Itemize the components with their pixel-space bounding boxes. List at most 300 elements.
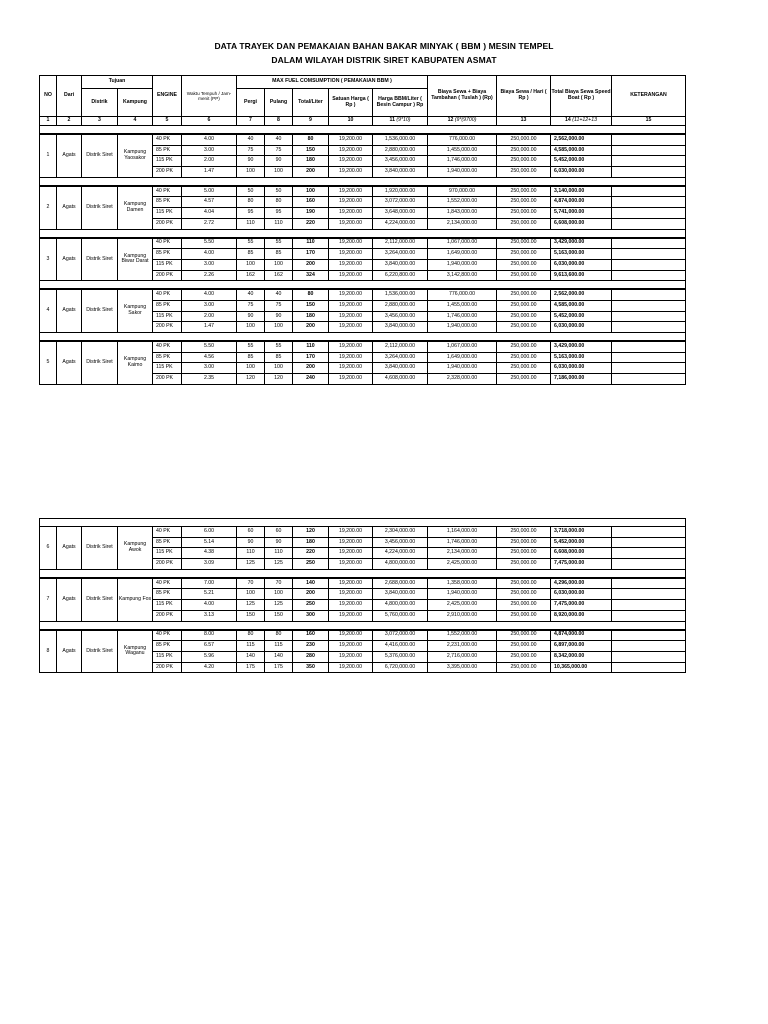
- travel-time-cell: 3.00: [182, 363, 237, 374]
- total-liter-cell: 220: [293, 218, 329, 229]
- pergi-cell: 90: [237, 537, 265, 548]
- total-cost-cell: 9,613,600.00: [551, 270, 612, 281]
- fuel-price-cell: 2,112,000.00: [373, 238, 428, 249]
- route-district: Distrik Siret: [82, 578, 118, 621]
- separator-row: [40, 621, 686, 630]
- total-cost-cell: 8,342,000.00: [551, 651, 612, 662]
- engine-cell: 85 PK: [153, 641, 182, 652]
- travel-time-cell: 5.21: [182, 589, 237, 600]
- pulang-cell: 125: [265, 600, 293, 611]
- route-village: Kampung Biwar Darat: [118, 238, 153, 281]
- fuel-table-part-1: [39, 75, 686, 385]
- pergi-cell: 60: [237, 527, 265, 538]
- unit-price-cell: 19,200.00: [329, 341, 373, 352]
- total-cost-cell: 5,163,000.00: [551, 352, 612, 363]
- route-district: Distrik Siret: [82, 238, 118, 281]
- travel-time-cell: 2.00: [182, 156, 237, 167]
- route-origin: Agats: [57, 578, 82, 621]
- route-village: Kampung Kaimo: [118, 341, 153, 384]
- keterangan-cell: [612, 218, 686, 229]
- total-cost-cell: 6,030,000.00: [551, 589, 612, 600]
- separator-row: [40, 177, 686, 186]
- total-liter-cell: 160: [293, 630, 329, 641]
- table-row: [40, 630, 686, 641]
- total-cost-cell: 4,585,000.00: [551, 145, 612, 156]
- keterangan-cell: [612, 259, 686, 270]
- keterangan-cell: [612, 145, 686, 156]
- total-liter-cell: 160: [293, 197, 329, 208]
- pergi-cell: 95: [237, 208, 265, 219]
- rental-plus-cell: 3,142,800.00: [428, 270, 497, 281]
- rental-plus-cell: 1,455,000.00: [428, 300, 497, 311]
- table-row: [40, 134, 686, 145]
- pulang-cell: 40: [265, 134, 293, 145]
- daily-rental-cell: 250,000.00: [497, 270, 551, 281]
- daily-rental-cell: 250,000.00: [497, 289, 551, 300]
- fuel-price-cell: 4,800,000.00: [373, 600, 428, 611]
- rental-plus-cell: 2,328,000.00: [428, 374, 497, 385]
- total-cost-cell: 3,140,000.00: [551, 186, 612, 197]
- keterangan-cell: [612, 527, 686, 538]
- header-harga-bbm: Harga BBM/Liter ( Besin Campur ) Rp: [373, 89, 428, 117]
- keterangan-cell: [612, 134, 686, 145]
- total-liter-cell: 170: [293, 352, 329, 363]
- rental-plus-cell: 3,395,000.00: [428, 662, 497, 673]
- route-number: 3: [40, 238, 57, 281]
- unit-price-cell: 19,200.00: [329, 641, 373, 652]
- travel-time-cell: 2.26: [182, 270, 237, 281]
- column-number: 9: [293, 117, 329, 126]
- rental-plus-cell: 2,425,000.00: [428, 600, 497, 611]
- pulang-cell: 100: [265, 363, 293, 374]
- rental-plus-cell: 1,552,000.00: [428, 197, 497, 208]
- daily-rental-cell: 250,000.00: [497, 341, 551, 352]
- table-row: [40, 289, 686, 300]
- rental-plus-cell: 1,067,000.00: [428, 341, 497, 352]
- pulang-cell: 100: [265, 259, 293, 270]
- unit-price-cell: 19,200.00: [329, 218, 373, 229]
- pulang-cell: 100: [265, 167, 293, 178]
- daily-rental-cell: 250,000.00: [497, 134, 551, 145]
- total-liter-cell: 190: [293, 208, 329, 219]
- total-cost-cell: 6,608,000.00: [551, 548, 612, 559]
- fuel-price-cell: 2,880,000.00: [373, 145, 428, 156]
- total-liter-cell: 280: [293, 651, 329, 662]
- engine-cell: 115 PK: [153, 156, 182, 167]
- travel-time-cell: 3.09: [182, 559, 237, 570]
- pulang-cell: 40: [265, 289, 293, 300]
- fuel-price-cell: 2,304,000.00: [373, 527, 428, 538]
- pergi-cell: 125: [237, 600, 265, 611]
- keterangan-cell: [612, 537, 686, 548]
- keterangan-cell: [612, 589, 686, 600]
- keterangan-cell: [612, 197, 686, 208]
- header-satuan-harga: Satuan Harga ( Rp ): [329, 89, 373, 117]
- travel-time-cell: 2.35: [182, 374, 237, 385]
- column-number: 5: [153, 117, 182, 126]
- daily-rental-cell: 250,000.00: [497, 259, 551, 270]
- daily-rental-cell: 250,000.00: [497, 374, 551, 385]
- fuel-price-cell: 1,536,000.00: [373, 289, 428, 300]
- fuel-price-cell: 5,760,000.00: [373, 610, 428, 621]
- keterangan-cell: [612, 651, 686, 662]
- fuel-price-cell: 3,072,000.00: [373, 630, 428, 641]
- daily-rental-cell: 250,000.00: [497, 238, 551, 249]
- daily-rental-cell: 250,000.00: [497, 527, 551, 538]
- engine-cell: 40 PK: [153, 341, 182, 352]
- rental-plus-cell: 1,746,000.00: [428, 537, 497, 548]
- unit-price-cell: 19,200.00: [329, 559, 373, 570]
- unit-price-cell: 19,200.00: [329, 300, 373, 311]
- total-cost-cell: 6,608,000.00: [551, 218, 612, 229]
- total-cost-cell: 6,897,000.00: [551, 641, 612, 652]
- pulang-cell: 75: [265, 300, 293, 311]
- total-liter-cell: 110: [293, 238, 329, 249]
- fuel-price-cell: 4,800,000.00: [373, 559, 428, 570]
- daily-rental-cell: 250,000.00: [497, 641, 551, 652]
- unit-price-cell: 19,200.00: [329, 134, 373, 145]
- total-cost-cell: 4,296,000.00: [551, 578, 612, 589]
- pulang-cell: 55: [265, 238, 293, 249]
- route-village: Kampung Sakor: [118, 289, 153, 332]
- daily-rental-cell: 250,000.00: [497, 218, 551, 229]
- pulang-cell: 50: [265, 186, 293, 197]
- engine-cell: 85 PK: [153, 537, 182, 548]
- daily-rental-cell: 250,000.00: [497, 311, 551, 322]
- total-liter-cell: 240: [293, 374, 329, 385]
- pergi-cell: 100: [237, 589, 265, 600]
- fuel-price-cell: 4,608,000.00: [373, 374, 428, 385]
- rental-plus-cell: 1,358,000.00: [428, 578, 497, 589]
- unit-price-cell: 19,200.00: [329, 289, 373, 300]
- travel-time-cell: 3.00: [182, 300, 237, 311]
- pulang-cell: 110: [265, 548, 293, 559]
- keterangan-cell: [612, 352, 686, 363]
- column-number: 8: [265, 117, 293, 126]
- fuel-price-cell: 6,220,800.00: [373, 270, 428, 281]
- travel-time-cell: 7.00: [182, 578, 237, 589]
- engine-cell: 200 PK: [153, 559, 182, 570]
- total-liter-cell: 200: [293, 363, 329, 374]
- pergi-cell: 140: [237, 651, 265, 662]
- route-village: Kampung Awok: [118, 527, 153, 570]
- daily-rental-cell: 250,000.00: [497, 559, 551, 570]
- total-liter-cell: 200: [293, 322, 329, 333]
- pulang-cell: 162: [265, 270, 293, 281]
- keterangan-cell: [612, 600, 686, 611]
- pergi-cell: 75: [237, 145, 265, 156]
- rental-plus-cell: 1,455,000.00: [428, 145, 497, 156]
- header-keterangan: KETERANGAN: [612, 76, 686, 117]
- daily-rental-cell: 250,000.00: [497, 630, 551, 641]
- unit-price-cell: 19,200.00: [329, 527, 373, 538]
- fuel-price-cell: 2,112,000.00: [373, 341, 428, 352]
- daily-rental-cell: 250,000.00: [497, 186, 551, 197]
- total-liter-cell: 230: [293, 641, 329, 652]
- table-row: [40, 186, 686, 197]
- route-district: Distrik Siret: [82, 630, 118, 673]
- daily-rental-cell: 250,000.00: [497, 537, 551, 548]
- engine-cell: 115 PK: [153, 548, 182, 559]
- unit-price-cell: 19,200.00: [329, 537, 373, 548]
- pergi-cell: 55: [237, 238, 265, 249]
- keterangan-cell: [612, 270, 686, 281]
- route-village: Kampung Yaosakor: [118, 134, 153, 177]
- rental-plus-cell: 1,940,000.00: [428, 259, 497, 270]
- total-liter-cell: 180: [293, 537, 329, 548]
- total-cost-cell: 7,475,000.00: [551, 600, 612, 611]
- travel-time-cell: 4.56: [182, 352, 237, 363]
- travel-time-cell: 3.00: [182, 259, 237, 270]
- pergi-cell: 100: [237, 322, 265, 333]
- pergi-cell: 70: [237, 578, 265, 589]
- fuel-price-cell: 3,840,000.00: [373, 589, 428, 600]
- fuel-table-part-2: [39, 518, 686, 673]
- document-subtitle: DALAM WILAYAH DISTRIK SIRET KABUPATEN ASMAT: [271, 55, 497, 65]
- total-cost-cell: 4,874,000.00: [551, 197, 612, 208]
- route-number: 7: [40, 578, 57, 621]
- engine-cell: 40 PK: [153, 289, 182, 300]
- header-pergi: Pergi: [237, 89, 265, 117]
- pergi-cell: 90: [237, 311, 265, 322]
- total-liter-cell: 200: [293, 589, 329, 600]
- daily-rental-cell: 250,000.00: [497, 208, 551, 219]
- daily-rental-cell: 250,000.00: [497, 156, 551, 167]
- total-liter-cell: 220: [293, 548, 329, 559]
- keterangan-cell: [612, 300, 686, 311]
- header-no: NO: [40, 76, 57, 117]
- daily-rental-cell: 250,000.00: [497, 589, 551, 600]
- total-cost-cell: 5,452,000.00: [551, 537, 612, 548]
- engine-cell: 200 PK: [153, 167, 182, 178]
- unit-price-cell: 19,200.00: [329, 374, 373, 385]
- fuel-price-cell: 1,536,000.00: [373, 134, 428, 145]
- table-row: [40, 578, 686, 589]
- header-tujuan: Tujuan: [82, 76, 153, 89]
- keterangan-cell: [612, 208, 686, 219]
- keterangan-cell: [612, 322, 686, 333]
- pergi-cell: 100: [237, 363, 265, 374]
- keterangan-cell: [612, 578, 686, 589]
- route-district: Distrik Siret: [82, 186, 118, 229]
- pergi-cell: 162: [237, 270, 265, 281]
- total-liter-cell: 350: [293, 662, 329, 673]
- total-liter-cell: 200: [293, 167, 329, 178]
- route-origin: Agats: [57, 289, 82, 332]
- daily-rental-cell: 250,000.00: [497, 610, 551, 621]
- daily-rental-cell: 250,000.00: [497, 167, 551, 178]
- unit-price-cell: 19,200.00: [329, 363, 373, 374]
- pulang-cell: 100: [265, 322, 293, 333]
- keterangan-cell: [612, 156, 686, 167]
- engine-cell: 115 PK: [153, 651, 182, 662]
- table-row: [40, 527, 686, 538]
- header-waktu-tempuh: Waktu Tempuh / Jam-menit (PP): [182, 76, 237, 117]
- fuel-price-cell: 3,456,000.00: [373, 156, 428, 167]
- route-district: Distrik Siret: [82, 341, 118, 384]
- fuel-price-cell: 3,840,000.00: [373, 363, 428, 374]
- engine-cell: 40 PK: [153, 186, 182, 197]
- unit-price-cell: 19,200.00: [329, 270, 373, 281]
- total-cost-cell: 5,452,000.00: [551, 311, 612, 322]
- rental-plus-cell: 1,843,000.00: [428, 208, 497, 219]
- daily-rental-cell: 250,000.00: [497, 197, 551, 208]
- route-number: 8: [40, 630, 57, 673]
- header-biaya-tambahan: Biaya Sewa + Biaya Tambahan ( Tuslah ) (Rp): [428, 76, 497, 117]
- engine-cell: 200 PK: [153, 218, 182, 229]
- total-liter-cell: 110: [293, 341, 329, 352]
- keterangan-cell: [612, 363, 686, 374]
- rental-plus-cell: 1,746,000.00: [428, 311, 497, 322]
- total-cost-cell: 2,562,000.00: [551, 134, 612, 145]
- daily-rental-cell: 250,000.00: [497, 548, 551, 559]
- column-number-row: [40, 117, 686, 126]
- route-district: Distrik Siret: [82, 527, 118, 570]
- travel-time-cell: 4.00: [182, 600, 237, 611]
- rental-plus-cell: 1,940,000.00: [428, 322, 497, 333]
- header-total-biaya: Total Biaya Sewa Speed Boat ( Rp ): [551, 76, 612, 117]
- total-liter-cell: 200: [293, 259, 329, 270]
- total-liter-cell: 120: [293, 527, 329, 538]
- daily-rental-cell: 250,000.00: [497, 600, 551, 611]
- pulang-cell: 140: [265, 651, 293, 662]
- pergi-cell: 110: [237, 548, 265, 559]
- travel-time-cell: 1.47: [182, 167, 237, 178]
- pergi-cell: 50: [237, 186, 265, 197]
- rental-plus-cell: 1,940,000.00: [428, 589, 497, 600]
- fuel-price-cell: 3,648,000.00: [373, 208, 428, 219]
- header-distrik: Distrik: [82, 89, 118, 117]
- column-number: 4: [118, 117, 153, 126]
- rental-plus-cell: 2,716,000.00: [428, 651, 497, 662]
- keterangan-cell: [612, 548, 686, 559]
- pulang-cell: 90: [265, 156, 293, 167]
- total-cost-cell: 6,030,000.00: [551, 363, 612, 374]
- document-title: DATA TRAYEK DAN PEMAKAIAN BAHAN BAKAR MINYAK ( BBM ) MESIN TEMPEL: [214, 41, 554, 51]
- engine-cell: 200 PK: [153, 610, 182, 621]
- pergi-cell: 90: [237, 156, 265, 167]
- fuel-price-cell: 4,416,000.00: [373, 641, 428, 652]
- column-number: 2: [57, 117, 82, 126]
- engine-cell: 40 PK: [153, 238, 182, 249]
- travel-time-cell: 5.00: [182, 186, 237, 197]
- pergi-cell: 85: [237, 352, 265, 363]
- keterangan-cell: [612, 249, 686, 260]
- pergi-cell: 40: [237, 134, 265, 145]
- unit-price-cell: 19,200.00: [329, 662, 373, 673]
- travel-time-cell: 4.00: [182, 289, 237, 300]
- pergi-cell: 100: [237, 259, 265, 270]
- fuel-price-cell: 3,072,000.00: [373, 197, 428, 208]
- route-district: Distrik Siret: [82, 134, 118, 177]
- header-max-fuel: MAX FUEL COMSUMPTION ( PEMAKAIAN BBM ): [237, 76, 428, 89]
- column-number: 7: [237, 117, 265, 126]
- rental-plus-cell: 1,940,000.00: [428, 363, 497, 374]
- pulang-cell: 95: [265, 208, 293, 219]
- total-liter-cell: 80: [293, 289, 329, 300]
- pulang-cell: 90: [265, 537, 293, 548]
- column-number: 10: [329, 117, 373, 126]
- header-total-liter: Total/Liter: [293, 89, 329, 117]
- route-origin: Agats: [57, 527, 82, 570]
- pergi-cell: 80: [237, 630, 265, 641]
- travel-time-cell: 8.00: [182, 630, 237, 641]
- total-liter-cell: 140: [293, 578, 329, 589]
- keterangan-cell: [612, 186, 686, 197]
- unit-price-cell: 19,200.00: [329, 145, 373, 156]
- daily-rental-cell: 250,000.00: [497, 249, 551, 260]
- rental-plus-cell: 1,940,000.00: [428, 167, 497, 178]
- fuel-price-cell: 3,840,000.00: [373, 322, 428, 333]
- route-district: Distrik Siret: [82, 289, 118, 332]
- travel-time-cell: 3.13: [182, 610, 237, 621]
- fuel-price-cell: 3,840,000.00: [373, 167, 428, 178]
- total-cost-cell: 5,741,000.00: [551, 208, 612, 219]
- pulang-cell: 175: [265, 662, 293, 673]
- engine-cell: 40 PK: [153, 134, 182, 145]
- engine-cell: 115 PK: [153, 600, 182, 611]
- total-cost-cell: 8,920,000.00: [551, 610, 612, 621]
- travel-time-cell: 4.38: [182, 548, 237, 559]
- unit-price-cell: 19,200.00: [329, 610, 373, 621]
- column-number: 3: [82, 117, 118, 126]
- route-village: Kampung Fos: [118, 578, 153, 621]
- total-cost-cell: 5,452,000.00: [551, 156, 612, 167]
- travel-time-cell: 4.00: [182, 249, 237, 260]
- pulang-cell: 100: [265, 589, 293, 600]
- column-number: 11 (9*10): [373, 117, 428, 126]
- pulang-cell: 150: [265, 610, 293, 621]
- column-number: 15: [612, 117, 686, 126]
- engine-cell: 200 PK: [153, 270, 182, 281]
- total-cost-cell: 3,718,000.00: [551, 527, 612, 538]
- unit-price-cell: 19,200.00: [329, 156, 373, 167]
- route-village: Kampung Damen: [118, 186, 153, 229]
- fuel-price-cell: 2,688,000.00: [373, 578, 428, 589]
- pulang-cell: 125: [265, 559, 293, 570]
- engine-cell: 85 PK: [153, 352, 182, 363]
- pergi-cell: 55: [237, 341, 265, 352]
- rental-plus-cell: 1,649,000.00: [428, 352, 497, 363]
- rental-plus-cell: 1,552,000.00: [428, 630, 497, 641]
- separator-row: [40, 519, 686, 527]
- header-pulang: Pulang: [265, 89, 293, 117]
- route-number: 2: [40, 186, 57, 229]
- total-cost-cell: 3,429,000.00: [551, 238, 612, 249]
- pergi-cell: 125: [237, 559, 265, 570]
- travel-time-cell: 5.96: [182, 651, 237, 662]
- travel-time-cell: 5.14: [182, 537, 237, 548]
- fuel-price-cell: 6,720,000.00: [373, 662, 428, 673]
- keterangan-cell: [612, 559, 686, 570]
- keterangan-cell: [612, 311, 686, 322]
- header-biaya-hari: Biaya Sewa / Hari ( Rp ): [497, 76, 551, 117]
- travel-time-cell: 4.04: [182, 208, 237, 219]
- daily-rental-cell: 250,000.00: [497, 145, 551, 156]
- pergi-cell: 40: [237, 289, 265, 300]
- travel-time-cell: 4.57: [182, 197, 237, 208]
- engine-cell: 85 PK: [153, 300, 182, 311]
- engine-cell: 40 PK: [153, 578, 182, 589]
- daily-rental-cell: 250,000.00: [497, 300, 551, 311]
- engine-cell: 40 PK: [153, 527, 182, 538]
- daily-rental-cell: 250,000.00: [497, 363, 551, 374]
- keterangan-cell: [612, 238, 686, 249]
- fuel-price-cell: 3,264,000.00: [373, 249, 428, 260]
- daily-rental-cell: 250,000.00: [497, 578, 551, 589]
- rental-plus-cell: 1,649,000.00: [428, 249, 497, 260]
- travel-time-cell: 3.00: [182, 145, 237, 156]
